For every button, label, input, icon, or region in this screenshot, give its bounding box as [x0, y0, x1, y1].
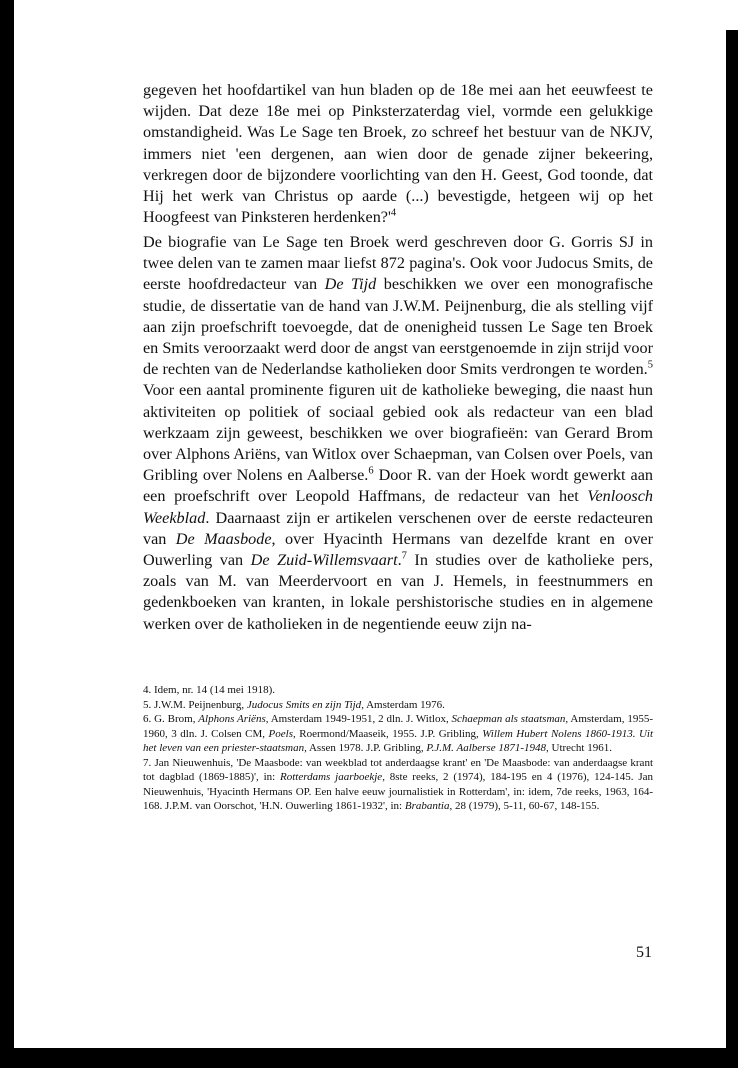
page-number: 51 [636, 944, 652, 961]
footnote-6-text: , Roermond/Maaseik, 1955. J.P. Gribling, [293, 727, 483, 740]
footnote-ref-4: 4 [390, 207, 397, 219]
paragraph-2-text: . Daarnaast zijn er artikelen verschenen over de eerste redacteuren van [143, 508, 653, 548]
footnote-4 [143, 683, 653, 698]
footnote-6-title: Poels [268, 727, 293, 740]
scan-border-left [0, 0, 14, 1068]
footnote-6-text: , Amsterdam 1949-1951, 2 dln. J. Witlox, [265, 713, 452, 725]
body-paragraph-1 [143, 80, 653, 228]
footnote-7-text: , 8ste reeks, 2 (1974), 184-195 en 4 (1976), 124-145. Jan Nieuwenhuis, 'Hyacinth Hermans OP. Een halve eeuw journalistiek in Rotterdam', in: idem, 7de reeks, 1963, 164-168. J.P.M. van Oorschot, 'H.N. Ouwerling 1861-1932', in: [143, 771, 653, 812]
footnote-4-text: 4. Idem, nr. 14 (14 mei 1918). [143, 684, 275, 696]
paragraph-2-text: , over Hyacinth Hermans van dezelfde krant en over Ouwerling van [143, 529, 654, 570]
footnote-6 [143, 712, 653, 756]
footnote-ref-6: 6 [368, 465, 374, 477]
paragraph-2-text: Voor een aantal prominente figuren uit de katholieke beweging, die naast hun aktiviteiten op politiek of sociaal gebied ook als redacteur van een blad werkzaam zijn geweest, beschikken we over biografieën: van Gerard Brom over Alphons Ariëns, van Witlox over Schaepman, van Colsen over Poels, van Gribling over Nolens en Aalberse. [143, 381, 653, 485]
body-paragraph-2 [143, 232, 653, 635]
footnote-ref-5: 5 [647, 359, 653, 371]
footnote-7-title: Brabantia [404, 800, 450, 812]
paragraph-2-text: beschikken we over een monografische studie, de dissertatie van de hand van J.W.M. Peijnenburg, die als stelling vijf aan zijn proefschrift toevoegde, dat de onenigheid tussen Le Sage ten Broek en Smits veroorzaakt werd door de angst van eerstgenoemde in zijn strijd voor de rechten van de Nederlandse katholieken door Smits verdrongen te worden. [143, 275, 653, 379]
footnote-7 [143, 756, 653, 814]
title-de-maasbode: De Maasbode [175, 529, 272, 548]
footnote-5 [143, 698, 653, 713]
footnote-ref-7: 7 [401, 550, 407, 562]
footnote-6-text: , Utrecht 1961. [546, 742, 612, 754]
footnotes-section [143, 683, 653, 814]
paragraph-2-text: Door R. van der Hoek wordt gewerkt aan een proefschrift over Leopold Haffmans, de redacteur van het [143, 466, 653, 506]
footnote-6-title: Willem Hubert Nolens 1860-1913. Uit het leven van een priester-staatsman [143, 727, 654, 754]
footnote-6-title: P.J.M. Aalberse 1871-1948 [426, 742, 546, 754]
title-venloosch-weekblad: Venloosch Weekblad [143, 487, 653, 527]
footnote-6-title: Alphons Ariëns [198, 713, 266, 725]
footnote-6-text: , Assen 1978. J.P. Gribling, [304, 742, 427, 754]
paragraph-1-text: gegeven het hoofdartikel van hun bladen op de 18e mei aan het eeuwfeest te wijden. Dat deze 18e mei op Pinksterzaterdag viel, vormde een gelukkige omstandigheid. Was Le Sage ten Broek, zo schreef het bestuur van de NKJV, immers niet 'een dergenen, aan wien door de genade zijner bekeering, verkregen door de bijzondere voorlichting van den H. Geest, God toonde, dat Hij het werk van Christus op aarde (...) bevestigde, hetgeen wij op het Hoogfeest van Pinksteren herdenken?' [143, 81, 653, 227]
scan-border-right [726, 30, 738, 1068]
footnote-5-text: 5. J.W.M. Peijnenburg, [143, 698, 247, 711]
title-de-zuid-willemsvaart: De Zuid-Willemsvaart [250, 551, 398, 570]
title-de-tijd: De Tijd [324, 275, 377, 294]
paragraph-2-text: . [397, 551, 402, 570]
footnote-7-text: , 28 (1979), 5-11, 60-67, 148-155. [449, 800, 600, 812]
footnote-5-title: Judocus Smits en zijn Tijd [246, 698, 362, 711]
footnote-6-text: 6. G. Brom, [143, 713, 199, 725]
paragraph-2-text: De biografie van Le Sage ten Broek werd geschreven door G. Gorris SJ in twee delen van te zamen maar liefst 872 pagina's. Ook voor Judocus Smits, de eerste hoofdredacteur van [143, 233, 653, 294]
paragraph-2-text: In studies over de katholieke pers, zoals van M. van Meerdervoort en van J. Hemels, in feestnummers en gedenkboeken van kranten, in lokale pershistorische studies en in algemene werken over de katholieken in de negentiende eeuw zijn na- [143, 551, 654, 633]
footnote-7-text: 7. Jan Nieuwenhuis, 'De Maasbode: van weekblad tot anderdaagse krant' en 'De Maasbode: van anderdaagse krant tot dagblad (1869-1885)', in: [143, 756, 653, 783]
footnote-6-title: Schaepman als staatsman [451, 713, 566, 725]
footnote-5-text: , Amsterdam 1976. [361, 698, 445, 711]
footnote-6-text: , Amsterdam, 1955-1960, 3 dln. J. Colsen CM, [143, 713, 653, 740]
scan-border-bottom [0, 1048, 738, 1068]
footnote-7-title: Rotterdams jaarboekje [280, 771, 383, 783]
